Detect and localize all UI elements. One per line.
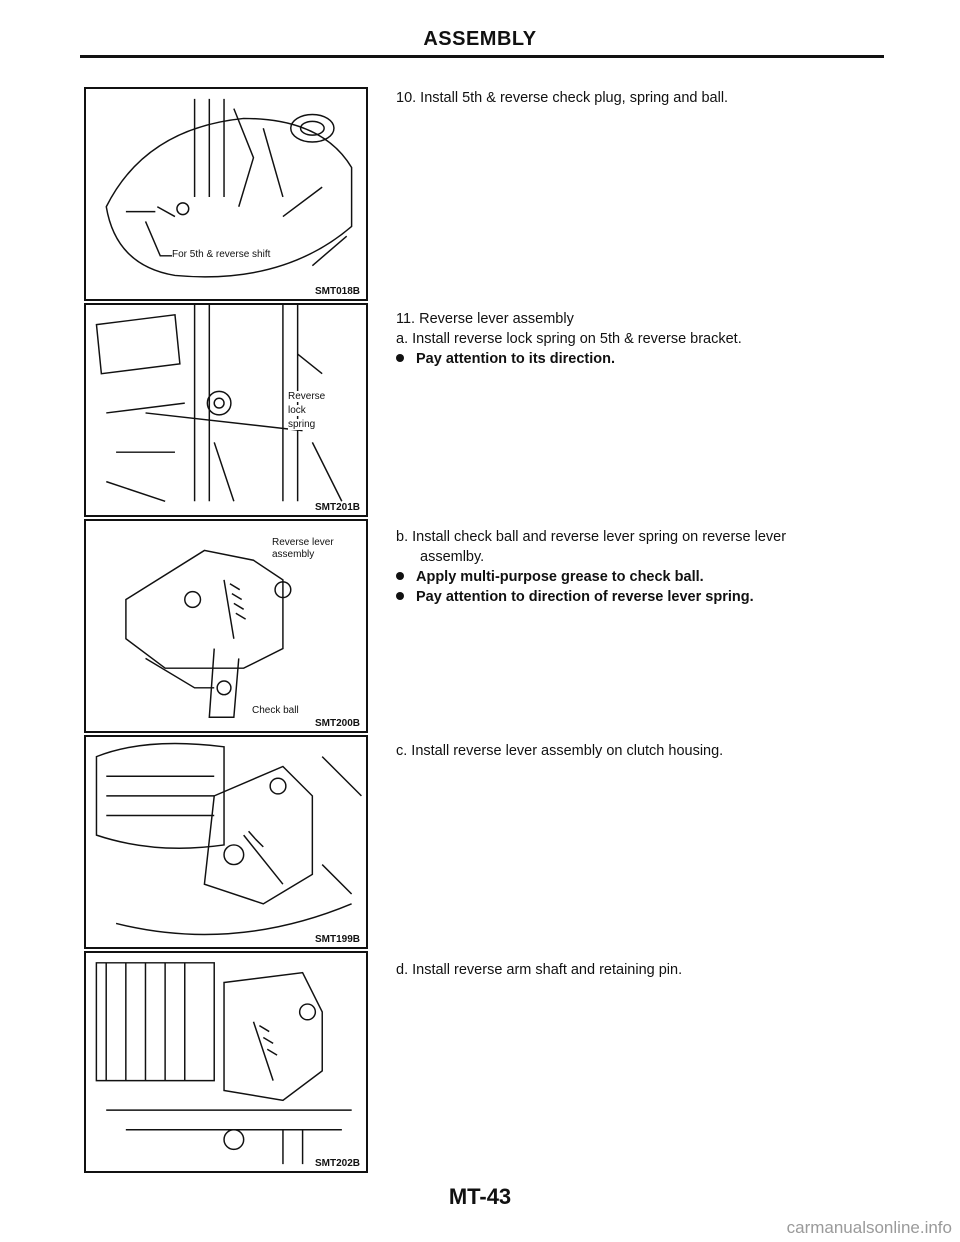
note-text: Pay attention to its direction. bbox=[416, 351, 615, 367]
page-title: ASSEMBLY bbox=[423, 28, 537, 50]
figure-check-plug bbox=[84, 87, 368, 301]
figure-code: SMT201B bbox=[314, 502, 360, 513]
figure-clutch-housing bbox=[84, 735, 368, 949]
figure-reverse-lever-assembly bbox=[84, 519, 368, 733]
lever-illustration bbox=[86, 521, 366, 731]
bullet-icon bbox=[396, 572, 404, 580]
figure-label: Reverse lever bbox=[272, 537, 334, 548]
figure-label: assembly bbox=[272, 549, 315, 560]
header-rule bbox=[80, 55, 884, 58]
step-10: 10. Install 5th & reverse check plug, spring and ball. bbox=[396, 90, 729, 106]
watermark: carmanualsonline.info bbox=[786, 1218, 952, 1237]
figure-code: SMT199B bbox=[314, 934, 360, 945]
step-11d: d. Install reverse arm shaft and retaining pin. bbox=[396, 962, 683, 978]
figure-reverse-arm-shaft bbox=[84, 951, 368, 1173]
bullet-note bbox=[396, 567, 896, 587]
figure-reverse-lock-spring bbox=[84, 303, 368, 517]
step-11: 11. Reverse lever assembly bbox=[396, 311, 574, 327]
figure-code: SMT202B bbox=[314, 1158, 360, 1169]
transmission-illustration bbox=[86, 89, 366, 299]
clutch-housing-illustration bbox=[86, 737, 366, 947]
step-11b-cont: assemlby. bbox=[420, 549, 485, 565]
figure-label: For 5th & reverse shift bbox=[172, 249, 271, 260]
figure-code: SMT018B bbox=[314, 286, 360, 297]
figure-label: Reverse bbox=[288, 391, 326, 402]
figure-label: Check ball bbox=[252, 705, 299, 716]
bullet-note bbox=[396, 349, 896, 369]
step-11b: b. Install check ball and reverse lever spring on reverse lever bbox=[396, 529, 787, 545]
figure-label: spring bbox=[288, 419, 316, 430]
page-number: MT-43 bbox=[448, 1184, 512, 1209]
bullet-note bbox=[396, 587, 896, 607]
figure-label: lock bbox=[288, 405, 306, 416]
note-text: Pay attention to direction of reverse lever spring. bbox=[416, 589, 754, 605]
spring-illustration bbox=[86, 305, 366, 515]
arm-shaft-illustration bbox=[86, 953, 366, 1171]
step-11c: c. Install reverse lever assembly on clutch housing. bbox=[396, 743, 724, 759]
bullet-icon bbox=[396, 354, 404, 362]
note-text: Apply multi-purpose grease to check ball. bbox=[416, 569, 704, 585]
figure-code: SMT200B bbox=[314, 718, 360, 729]
step-11a: a. Install reverse lock spring on 5th & reverse bracket. bbox=[396, 331, 742, 347]
bullet-icon bbox=[396, 592, 404, 600]
